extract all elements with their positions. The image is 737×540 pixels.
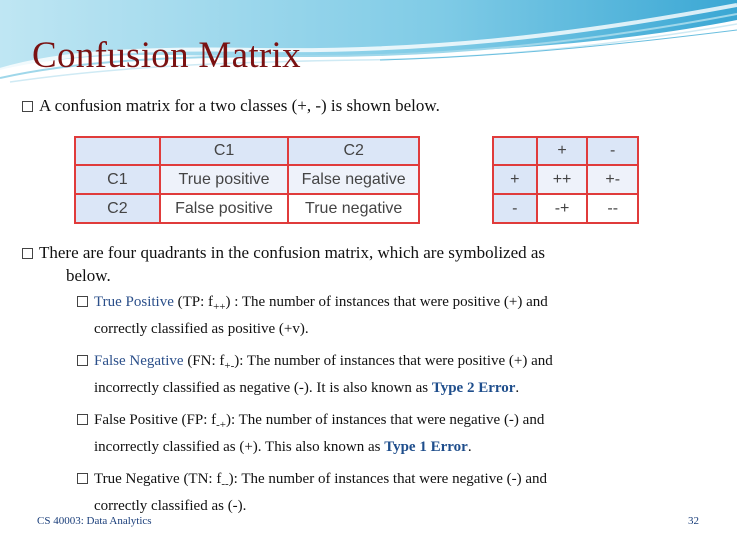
row-header: + xyxy=(493,165,537,194)
quadrant-line2-text: incorrectly classified as negative (-). It is also known as xyxy=(94,380,432,396)
quadrant-term: True Negative xyxy=(94,471,180,487)
quadrants-intro-line2: below. xyxy=(66,266,111,285)
quadrant-false-positive xyxy=(77,409,717,458)
quadrant-term: False Positive xyxy=(94,412,178,428)
matrix-cell: True positive xyxy=(160,165,289,194)
footer-page-number: 32 xyxy=(688,515,699,527)
row-header: - xyxy=(493,194,537,223)
bullet-box-icon xyxy=(77,414,88,425)
matrix-cell: ++ xyxy=(537,165,588,194)
quadrant-line2-end: . xyxy=(515,380,520,396)
quadrant-description-line2: correctly classified as positive (+v). xyxy=(94,321,309,337)
footer-course-name: CS 40003: Data Analytics xyxy=(37,515,152,527)
matrix-cell: -- xyxy=(587,194,638,223)
quadrant-description: ): The number of instances that were negative (-) and xyxy=(225,412,545,428)
bullet-box-icon xyxy=(77,296,88,307)
row-header: C2 xyxy=(75,194,160,223)
matrix-cell: True negative xyxy=(288,194,419,223)
quadrant-description: ) : The number of instances that were positive (+) and xyxy=(225,294,548,310)
quadrant-description: ): The number of instances that were positive (+) and xyxy=(234,353,553,369)
quadrants-intro-line1: There are four quadrants in the confusion matrix, which are symbolized as xyxy=(39,243,546,262)
bullet-box-icon xyxy=(77,355,88,366)
matrix-cell: False positive xyxy=(160,194,289,223)
bullet-box-icon xyxy=(22,101,33,112)
error-type-label: Type 2 Error xyxy=(431,380,516,396)
intro-text: A confusion matrix for a two classes (+, -) is shown below. xyxy=(39,96,440,115)
quadrant-true-negative xyxy=(77,468,717,517)
quadrant-subscript: ++ xyxy=(213,301,226,313)
quadrant-true-positive xyxy=(77,291,717,340)
quadrant-line2-text: incorrectly classified as (+). This also known as xyxy=(94,439,385,455)
quadrant-description: ): The number of instances that were negative (-) and xyxy=(228,471,548,487)
quadrant-abbr: (FP: f xyxy=(181,412,217,428)
quadrant-line2-end: . xyxy=(467,439,472,455)
quadrant-abbr: (FN: f xyxy=(187,353,225,369)
quadrant-subscript: -- xyxy=(221,478,229,490)
quadrants-intro-bullet xyxy=(22,241,702,287)
bullet-box-icon xyxy=(22,248,33,259)
column-header: C1 xyxy=(160,137,289,165)
matrix-cell: -+ xyxy=(537,194,588,223)
intro-bullet xyxy=(22,96,440,116)
quadrant-false-negative xyxy=(77,350,717,399)
quadrant-description-line2 xyxy=(77,377,717,399)
quadrant-description-line2 xyxy=(77,436,717,458)
matrix-cell: False negative xyxy=(288,165,419,194)
column-header: + xyxy=(537,137,588,165)
error-type-label: Type 1 Error xyxy=(384,439,468,455)
quadrant-term: True Positive xyxy=(94,294,174,310)
slide-title: Confusion Matrix xyxy=(32,35,301,76)
quadrant-subscript: +- xyxy=(224,360,235,372)
quadrant-subscript: -+ xyxy=(216,419,226,431)
matrix-cell: +- xyxy=(587,165,638,194)
table-corner-cell xyxy=(493,137,537,165)
column-header: - xyxy=(587,137,638,165)
row-header: C1 xyxy=(75,165,160,194)
table-corner-cell xyxy=(75,137,160,165)
bullet-box-icon xyxy=(77,473,88,484)
quadrant-term: False Negative xyxy=(94,353,184,369)
quadrant-abbr: (TP: f xyxy=(177,294,214,310)
confusion-matrix-named-table xyxy=(74,136,420,224)
quadrant-abbr: (TN: f xyxy=(183,471,222,487)
quadrant-description-line2: correctly classified as (-). xyxy=(94,498,247,514)
column-header: C2 xyxy=(288,137,419,165)
confusion-matrix-symbol-table xyxy=(492,136,639,224)
